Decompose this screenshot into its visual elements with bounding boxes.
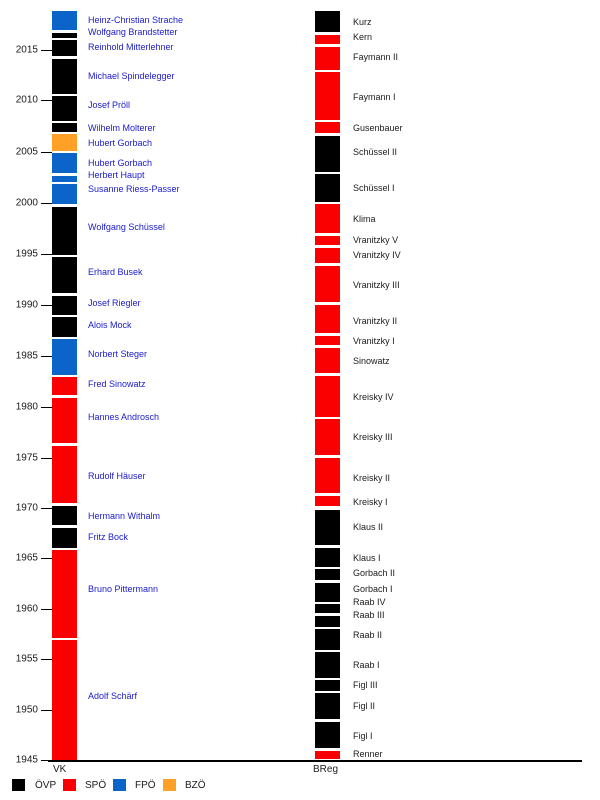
vk-name-label[interactable]: Hermann Withalm [88,511,161,521]
breg-name-label: Klaus I [353,553,381,563]
timeline-segment-breg [315,348,340,373]
timeline-segment-vk [52,398,77,443]
breg-name-label: Figl III [353,680,378,690]
breg-name-label: Klima [353,214,376,224]
breg-name-label: Gorbach I [353,584,393,594]
breg-name-label: Figl I [353,731,373,741]
vk-name-label[interactable]: Susanne Riess-Passer [88,183,180,194]
legend-swatch-FPÖ [113,779,126,791]
vk-name-label[interactable]: Fritz Bock [88,532,129,542]
timeline-segment-vk [52,40,77,57]
breg-name-label: Klaus II [353,522,384,532]
vk-name-label[interactable]: Heinz-Christian Strache [88,15,184,25]
vk-name-label[interactable]: Hubert Gorbach [88,158,153,168]
axis-baseline [48,760,582,762]
timeline-segment-vk [52,59,77,94]
axis-tick [41,508,52,509]
vk-name-label[interactable]: Rudolf Häuser [88,471,146,481]
breg-name-label: Gorbach II [353,568,396,578]
breg-name-label: Raab II [353,630,383,640]
timeline-segment-breg [315,629,340,650]
timeline-segment-breg [315,72,340,120]
vk-name-label[interactable]: Josef Riegler [88,298,141,308]
axis-year-label: 1995 [15,248,38,260]
vk-name-label[interactable]: Hannes Androsch [88,412,160,422]
timeline-segment-breg [315,47,340,70]
vk-name-label[interactable]: Wolfgang Brandstetter [88,26,178,37]
axis-year-label: 2010 [15,94,38,106]
legend-label-SPÖ: SPÖ [85,780,107,791]
breg-name-label: Kreisky II [353,473,391,483]
timeline-segment-breg [315,419,340,455]
vk-name-label[interactable]: Adolf Schärf [88,691,138,701]
breg-name-label: Renner [353,749,383,759]
vk-name-label[interactable]: Josef Pröll [88,100,131,110]
timeline-segment-vk [52,528,77,548]
timeline-segment-breg [315,496,340,506]
axis-tick [41,710,52,711]
timeline-segment-breg [315,722,340,748]
axis-year-label: 1985 [15,350,38,362]
timeline-segment-vk [52,184,77,205]
timeline-segment-breg [315,583,340,602]
vk-name-label[interactable]: Norbert Steger [88,348,148,359]
breg-name-label: Vranitzky IV [353,250,401,260]
timeline-segment-breg [315,510,340,545]
legend-label-FPÖ: FPÖ [135,780,156,791]
axis-tick [41,458,52,459]
axis-tick [41,609,52,610]
timeline-segment-breg [315,336,340,345]
timeline-segment-breg [315,604,340,613]
timeline-segment-vk [52,207,77,255]
timeline-segment-vk [52,377,77,395]
timeline-segment-vk [52,96,77,121]
timeline-segment-vk [52,317,77,337]
axis-year-label: 2015 [15,44,38,56]
timeline-segment-breg [315,458,340,493]
vk-name-label[interactable]: Alois Mock [88,320,132,330]
timeline-segment-breg [315,548,340,567]
timeline-segment-breg [315,122,340,133]
axis-year-label: 1975 [15,452,38,464]
breg-name-label: Schüssel II [353,147,398,157]
breg-name-label: Kurz [353,17,372,27]
axis-tick [41,50,52,51]
timeline-segment-breg [315,569,340,580]
legend-swatch-BZÖ [163,779,176,791]
timeline-segment-vk [52,550,77,638]
axis-year-label: 1970 [15,502,38,514]
timeline-segment-breg [315,204,340,233]
breg-name-label: Raab IV [353,597,386,607]
legend-swatch-SPÖ [63,779,76,791]
legend-label-BZÖ: BZÖ [185,780,206,791]
breg-name-label: Kreisky IV [353,392,394,402]
timeline-segment-breg [315,35,340,44]
column-caption-vk: VK [53,764,67,775]
legend-swatch-ÖVP [12,779,25,791]
timeline-segment-breg [315,266,340,302]
breg-name-label: Faymann II [353,52,399,62]
timeline-segment-breg [315,652,340,678]
timeline-segment-vk [52,123,77,132]
timeline-segment-vk [52,257,77,293]
timeline-segment-breg [315,248,340,263]
vk-name-label[interactable]: Hubert Gorbach [88,138,153,148]
breg-name-label: Raab I [353,660,380,670]
timeline-segment-vk [52,296,77,315]
timeline-segment-breg [315,616,340,627]
breg-name-label: Faymann I [353,92,396,102]
breg-name-label: Kreisky III [353,432,393,442]
breg-name-label: Vranitzky I [353,336,395,346]
timeline-segment-breg [315,680,340,691]
axis-tick [41,356,52,357]
timeline-segment-vk [52,446,77,503]
timeline-segment-vk [52,134,77,151]
timeline-segment-vk [52,506,77,525]
vk-name-label[interactable]: Michael Spindelegger [88,71,175,81]
axis-year-label: 2000 [15,197,38,209]
timeline-segment-vk [52,11,77,30]
breg-name-label: Raab III [353,610,385,620]
vk-name-label[interactable]: Wolfgang Schüssel [88,222,165,232]
axis-year-label: 1965 [15,552,38,564]
vk-name-label[interactable]: Fred Sinowatz [88,379,146,389]
breg-name-label: Sinowatz [353,356,390,366]
vk-name-label[interactable]: Bruno Pittermann [88,584,159,594]
timeline-segment-vk [52,176,77,182]
axis-tick [41,407,52,408]
legend-label-ÖVP: ÖVP [35,780,57,791]
vk-name-label[interactable]: Reinhold Mitterlehner [88,41,174,52]
axis-year-label: 1955 [15,653,38,665]
breg-name-label: Vranitzky II [353,316,398,326]
axis-tick [41,305,52,306]
axis-tick [41,203,52,204]
breg-name-label: Vranitzky III [353,280,400,290]
vk-name-label[interactable]: Erhard Busek [88,267,143,277]
timeline-segment-breg [315,11,340,32]
vk-name-label[interactable]: Herbert Haupt [88,169,145,180]
timeline-segment-breg [315,376,340,417]
axis-year-label: 1990 [15,299,38,311]
axis-tick [41,659,52,660]
timeline-segment-vk [52,640,77,760]
timeline-segment-breg [315,305,340,333]
axis-tick [41,100,52,101]
axis-year-label: 2005 [15,146,38,158]
breg-name-label: Vranitzky V [353,235,399,245]
axis-tick [41,558,52,559]
axis-year-label: 1945 [15,754,38,766]
column-caption-breg: BReg [313,764,339,775]
axis-tick [41,152,52,153]
breg-name-label: Schüssel I [353,183,395,193]
timeline-segment-vk [52,339,77,375]
timeline-segment-breg [315,174,340,202]
breg-name-label: Kern [353,32,373,42]
vk-name-label[interactable]: Wilhelm Molterer [88,123,156,133]
axis-year-label: 1980 [15,401,38,413]
timeline-segment-breg [315,693,340,719]
timeline-segment-breg [315,751,340,759]
axis-tick [41,254,52,255]
timeline-segment-breg [315,236,340,245]
timeline-segment-breg [315,136,340,172]
timeline-segment-vk [52,33,77,38]
breg-name-label: Kreisky I [353,497,388,507]
timeline-segment-vk [52,153,77,173]
axis-year-label: 1960 [15,603,38,615]
breg-name-label: Figl II [353,701,376,711]
axis-year-label: 1950 [15,704,38,716]
breg-name-label: Gusenbauer [353,123,403,133]
